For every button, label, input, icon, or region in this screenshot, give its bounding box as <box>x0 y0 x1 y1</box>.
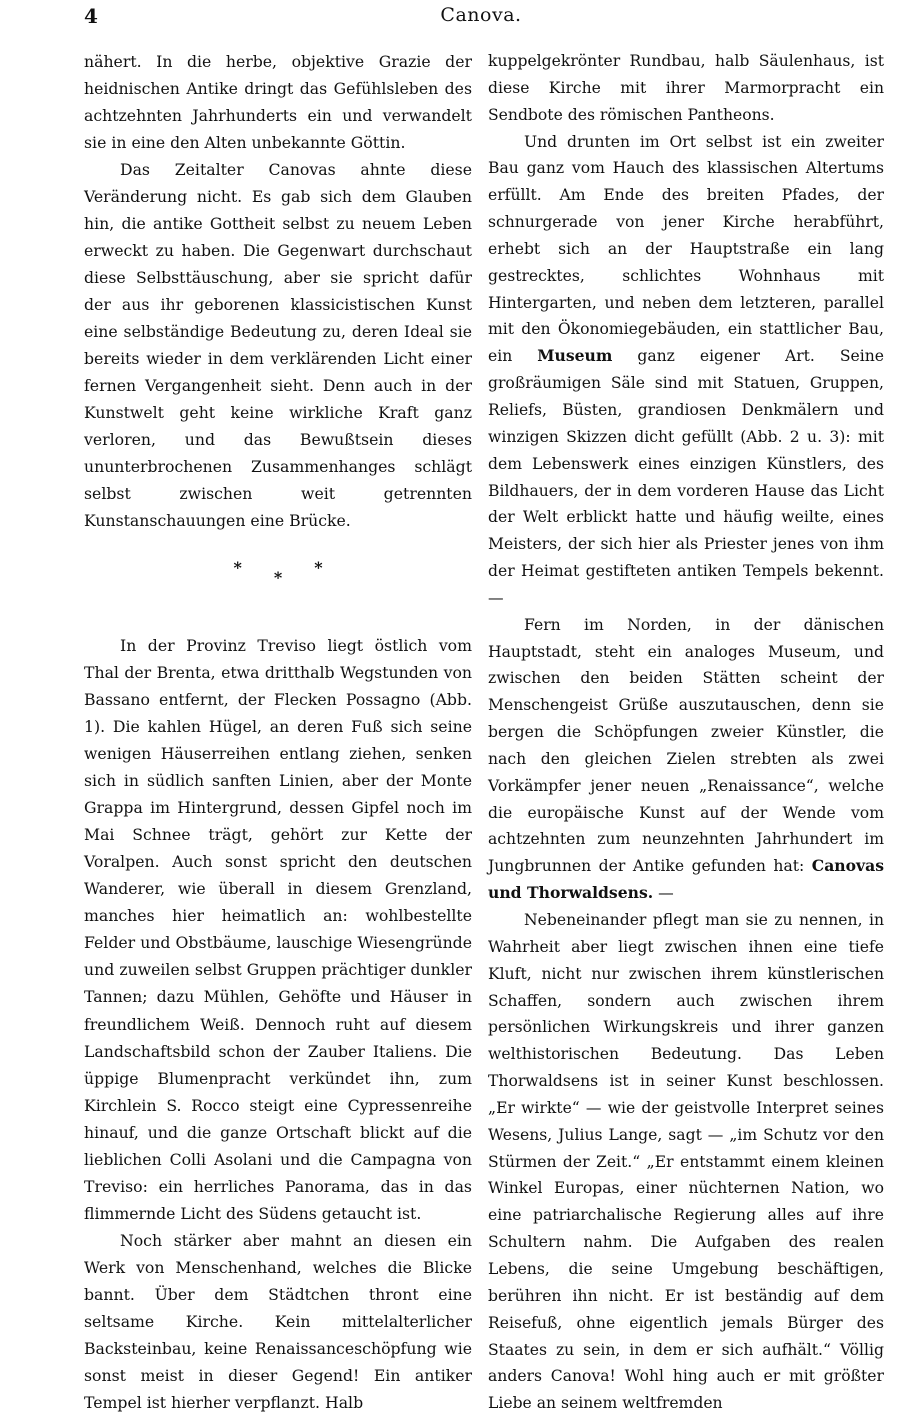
paragraph: kuppelgekrönter Rundbau, halb Säulenhaus, ist diese Kirche mit ihrer Marmorpracht ein Sendbote des römischen Pantheons. <box>488 52 884 124</box>
paragraph: Noch stärker aber mahnt an diesen ein Werk von Menschenhand, welches die Blicke bannt. Über dem Städtchen thront eine seltsame Kirche. Kein mittelalterlicher Backsteinbau, keine Renaissanceschöpfung wie sonst meist in dieser Gegend! Ein antiker Tempel ist hierher verpflanzt. Halb <box>84 1230 472 1412</box>
paragraph <box>488 129 884 612</box>
emphasis-museum: Museum <box>537 346 613 366</box>
paragraph <box>488 612 884 907</box>
paragraph: In der Provinz Treviso liegt östlich vom Thal der Brenta, etwa dritthalb Wegstunden von Bassano entfernt, der Flecken Possagno (Abb. 1). Die kahlen Hügel, an deren Fuß sich seine wenigen Häuserreihen entlang ziehen, senken sich in südlich sanften Linien, aber der Monte Grappa im Hintergrund, dessen Gipfel noch im Mai Schnee trägt, gehört zur Kette der Voralpen. Auch sonst spricht den deutschen Wanderer, wie überall in diesem Grenzland, manches hier heimatlich an: wohlbestellte Felder und Obstbäume, lauschige Wiesengründe und zuweilen selbst Gruppen prächtiger dunkler Tannen; dazu Mühlen, Gehöfte und Häuser in freundlichem Weiß. Dennoch ruht auf diesem Landschaftsbild schon der Zauber Italiens. Die üppige Blumenpracht verkündet ihn, zum Kirchlein S. Rocco steigt eine Cypressenreihe hinauf, und die ganze Ortschaft blickt auf die lieblichen Colli Asolani und die Campagna von Treviso: ein herrliches Panorama, das in das flimmernde Licht des Südens getaucht ist. <box>84 636 472 1223</box>
page-number: 4 <box>84 4 98 28</box>
section-separator <box>84 534 472 632</box>
emphasis-names: Canovas und Thorwaldsens. <box>488 856 884 903</box>
separator-star: * <box>233 558 242 578</box>
left-column <box>84 48 472 1416</box>
page-header <box>84 4 878 40</box>
paragraph: Das Zeitalter Canovas ahnte diese Veränderung nicht. Es gab sich dem Glauben hin, die antike Gottheit selbst zu neuem Leben erweckt zu haben. Die Gegenwart durchschaut diese Selbsttäuschung, aber sie spricht dafür der aus ihr geborenen klassicistischen Kunst eine selbständige Bedeutung zu, deren Ideal sie bereits wieder in dem verklärenden Licht einer fernen Vergangenheit sieht. Denn auch in der Kunstwelt geht keine wirkliche Kraft ganz verloren, und das Bewußtsein dieses ununterbrochenen Zusammenhanges schlägt selbst zwischen weit getrennten Kunstanschauungen eine Brücke. <box>84 160 472 531</box>
right-column <box>488 48 884 1417</box>
text-run: ganz eigener Art. Seine großräumigen Säle sind mit Statuen, Gruppen, Reliefs, Büsten, grandiosen Denkmälern und winzigen Skizzen dicht gefüllt (Abb. 2 u. 3): mit dem Lebenswerk eines einzigen Künstlers, des Bildhauers, der in dem vorderen Hause das Licht der Welt erblickt hatte und häufig weilte, eines Meisters, der sich hier als Priester jenes von ihm der Heimat gestifteten antiken Tempels bekennt. — <box>488 347 885 607</box>
text-run: Und drunten im Ort selbst ist ein zweiter Bau ganz vom Hauch des klassischen Altertums erfüllt. Am Ende des breiten Pfades, der schnurgerade von jener Kirche herabführt, erhebt sich an der Hauptstraße ein lang gestrecktes, schlichtes Wohnhaus mit Hintergarten, und neben dem letzteren, parallel mit den Ökonomiegebäuden, ein stattlicher Bau, ein <box>488 132 884 366</box>
separator-star: * <box>273 568 283 588</box>
paragraph: nähert. In die herbe, objektive Grazie der heidnischen Antike dringt das Gefühlsleben des achtzehnten Jahrhunderts ein und verwandelt sie in eine den Alten unbekannte Göttin. <box>84 52 472 153</box>
running-title: Canova. <box>440 4 522 26</box>
text-run: — <box>658 884 674 903</box>
separator-star: * <box>314 558 323 578</box>
text-run: Fern im Norden, in der dänischen Hauptstadt, steht ein analoges Museum, und zwischen den beiden Stätten scheint der Menschengeist Grüße auszutauschen, denn sie bergen die Schöpfungen zweier Künstler, die nach den gleichen Zielen strebten als zwei Vorkämpfer jener neuen „Renaissance“, welche die europäische Kunst auf der Wende vom achtzehnten zum neunzehnten Jahrhundert im Jungbrunnen der Antike gefunden hat: <box>488 615 884 876</box>
paragraph: Nebeneinander pflegt man sie zu nennen, in Wahrheit aber liegt zwischen ihnen eine tiefe Kluft, nicht nur zwischen ihrem künstlerischen Schaffen, sondern auch zwischen ihrem persönlichen Wirkungskreis und ihrer ganzen welthistorischen Bedeutung. Das Leben Thorwaldsens ist in seiner Kunst beschlossen. „Er wirkte“ — wie der geistvolle Interpret seines Wesens, Julius Lange, sagt — „im Schutz vor den Stürmen der Zeit.“ „Er entstammt einem kleinen Winkel Europas, einer nüchternen Nation, wo eine patriarchalische Regierung alles auf ihre Schultern nahm. Die Aufgaben des realen Lebens, die seine Umgebung beschäftigen, berühren ihn nicht. Er ist beständig auf dem Reisefuß, ohne eigentlich jemals Bürger des Staates zu sein, in dem er sich aufhält.“ Völlig anders Canova! Wohl hing auch er mit größter Liebe an seinem weltfremden <box>488 911 884 1413</box>
